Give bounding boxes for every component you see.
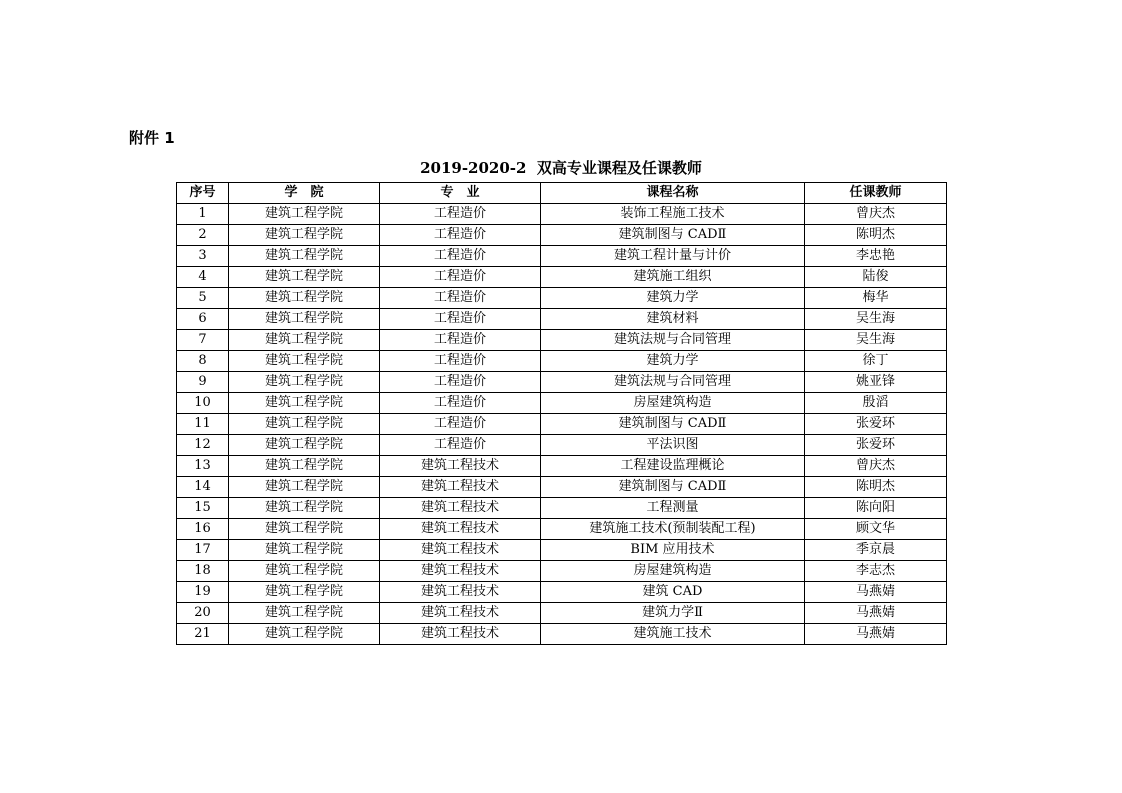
cell-teacher: 李忠艳 bbox=[805, 246, 947, 267]
cell-course-name: 建筑法规与合同管理 bbox=[541, 330, 805, 351]
cell-course-name: 建筑制图与 CADⅡ bbox=[541, 414, 805, 435]
header-college: 学 院 bbox=[229, 183, 380, 204]
cell-course-name: 装饰工程施工技术 bbox=[541, 204, 805, 225]
cell-serial-number: 2 bbox=[177, 225, 229, 246]
cell-course-name: 建筑法规与合同管理 bbox=[541, 372, 805, 393]
table-body bbox=[177, 204, 947, 645]
table-row bbox=[177, 519, 947, 540]
cell-major: 工程造价 bbox=[380, 393, 541, 414]
cell-teacher: 梅华 bbox=[805, 288, 947, 309]
cell-teacher: 曾庆杰 bbox=[805, 204, 947, 225]
cell-serial-number: 17 bbox=[177, 540, 229, 561]
cell-serial-number: 7 bbox=[177, 330, 229, 351]
header-course-name: 课程名称 bbox=[541, 183, 805, 204]
document-title: 2019-2020-2 双高专业课程及任课教师 bbox=[420, 159, 702, 177]
cell-teacher: 李志杰 bbox=[805, 561, 947, 582]
cell-college: 建筑工程学院 bbox=[229, 561, 380, 582]
cell-major: 工程造价 bbox=[380, 204, 541, 225]
cell-teacher: 陈明杰 bbox=[805, 477, 947, 498]
cell-serial-number: 8 bbox=[177, 351, 229, 372]
table-row bbox=[177, 498, 947, 519]
cell-major: 工程造价 bbox=[380, 246, 541, 267]
table-row bbox=[177, 624, 947, 645]
cell-course-name: 建筑 CAD bbox=[541, 582, 805, 603]
cell-major: 工程造价 bbox=[380, 288, 541, 309]
cell-college: 建筑工程学院 bbox=[229, 540, 380, 561]
cell-serial-number: 20 bbox=[177, 603, 229, 624]
cell-serial-number: 13 bbox=[177, 456, 229, 477]
cell-college: 建筑工程学院 bbox=[229, 393, 380, 414]
cell-teacher: 曾庆杰 bbox=[805, 456, 947, 477]
cell-college: 建筑工程学院 bbox=[229, 477, 380, 498]
cell-college: 建筑工程学院 bbox=[229, 246, 380, 267]
cell-major: 建筑工程技术 bbox=[380, 456, 541, 477]
cell-serial-number: 11 bbox=[177, 414, 229, 435]
course-teacher-table bbox=[176, 182, 947, 645]
cell-major: 建筑工程技术 bbox=[380, 498, 541, 519]
cell-serial-number: 19 bbox=[177, 582, 229, 603]
header-serial-number: 序号 bbox=[177, 183, 229, 204]
cell-serial-number: 4 bbox=[177, 267, 229, 288]
table-row bbox=[177, 414, 947, 435]
table-row bbox=[177, 309, 947, 330]
table-row bbox=[177, 582, 947, 603]
cell-serial-number: 21 bbox=[177, 624, 229, 645]
cell-teacher: 马燕婧 bbox=[805, 582, 947, 603]
cell-college: 建筑工程学院 bbox=[229, 288, 380, 309]
cell-college: 建筑工程学院 bbox=[229, 225, 380, 246]
cell-serial-number: 6 bbox=[177, 309, 229, 330]
cell-teacher: 张爱环 bbox=[805, 435, 947, 456]
cell-major: 建筑工程技术 bbox=[380, 582, 541, 603]
cell-course-name: 工程建设监理概论 bbox=[541, 456, 805, 477]
cell-teacher: 陆俊 bbox=[805, 267, 947, 288]
cell-college: 建筑工程学院 bbox=[229, 351, 380, 372]
cell-major: 工程造价 bbox=[380, 351, 541, 372]
cell-teacher: 姚亚锋 bbox=[805, 372, 947, 393]
cell-serial-number: 18 bbox=[177, 561, 229, 582]
cell-course-name: 建筑制图与 CADⅡ bbox=[541, 225, 805, 246]
cell-college: 建筑工程学院 bbox=[229, 267, 380, 288]
cell-major: 工程造价 bbox=[380, 309, 541, 330]
table-row bbox=[177, 435, 947, 456]
cell-college: 建筑工程学院 bbox=[229, 330, 380, 351]
table-header bbox=[177, 183, 947, 204]
cell-teacher: 季京晨 bbox=[805, 540, 947, 561]
table-row bbox=[177, 561, 947, 582]
cell-major: 建筑工程技术 bbox=[380, 519, 541, 540]
cell-college: 建筑工程学院 bbox=[229, 603, 380, 624]
table-row bbox=[177, 204, 947, 225]
cell-major: 建筑工程技术 bbox=[380, 477, 541, 498]
cell-teacher: 张爱环 bbox=[805, 414, 947, 435]
cell-major: 建筑工程技术 bbox=[380, 624, 541, 645]
cell-course-name: 建筑施工技术(预制装配工程) bbox=[541, 519, 805, 540]
table-row bbox=[177, 603, 947, 624]
cell-course-name: 建筑制图与 CADⅡ bbox=[541, 477, 805, 498]
cell-college: 建筑工程学院 bbox=[229, 372, 380, 393]
cell-major: 建筑工程技术 bbox=[380, 603, 541, 624]
cell-major: 工程造价 bbox=[380, 267, 541, 288]
cell-course-name: 建筑工程计量与计价 bbox=[541, 246, 805, 267]
cell-serial-number: 16 bbox=[177, 519, 229, 540]
cell-college: 建筑工程学院 bbox=[229, 582, 380, 603]
cell-major: 建筑工程技术 bbox=[380, 561, 541, 582]
cell-course-name: 房屋建筑构造 bbox=[541, 393, 805, 414]
cell-teacher: 顾文华 bbox=[805, 519, 947, 540]
cell-college: 建筑工程学院 bbox=[229, 624, 380, 645]
cell-college: 建筑工程学院 bbox=[229, 435, 380, 456]
cell-teacher: 吴生海 bbox=[805, 330, 947, 351]
table-row bbox=[177, 351, 947, 372]
cell-major: 工程造价 bbox=[380, 372, 541, 393]
cell-course-name: BIM 应用技术 bbox=[541, 540, 805, 561]
cell-serial-number: 3 bbox=[177, 246, 229, 267]
cell-course-name: 建筑力学 bbox=[541, 351, 805, 372]
cell-serial-number: 9 bbox=[177, 372, 229, 393]
table-row bbox=[177, 393, 947, 414]
cell-teacher: 陈向阳 bbox=[805, 498, 947, 519]
cell-course-name: 建筑施工组织 bbox=[541, 267, 805, 288]
cell-college: 建筑工程学院 bbox=[229, 204, 380, 225]
cell-major: 工程造价 bbox=[380, 330, 541, 351]
cell-course-name: 工程测量 bbox=[541, 498, 805, 519]
cell-college: 建筑工程学院 bbox=[229, 519, 380, 540]
cell-college: 建筑工程学院 bbox=[229, 309, 380, 330]
cell-teacher: 马燕婧 bbox=[805, 624, 947, 645]
table-row bbox=[177, 330, 947, 351]
cell-teacher: 吴生海 bbox=[805, 309, 947, 330]
table-row bbox=[177, 477, 947, 498]
cell-course-name: 建筑材料 bbox=[541, 309, 805, 330]
cell-major: 工程造价 bbox=[380, 225, 541, 246]
cell-college: 建筑工程学院 bbox=[229, 414, 380, 435]
attachment-label: 附件 1 bbox=[129, 129, 175, 147]
cell-major: 建筑工程技术 bbox=[380, 540, 541, 561]
table-row bbox=[177, 288, 947, 309]
cell-serial-number: 12 bbox=[177, 435, 229, 456]
cell-teacher: 马燕婧 bbox=[805, 603, 947, 624]
cell-teacher: 殷滔 bbox=[805, 393, 947, 414]
cell-serial-number: 1 bbox=[177, 204, 229, 225]
cell-course-name: 建筑力学 bbox=[541, 288, 805, 309]
cell-teacher: 陈明杰 bbox=[805, 225, 947, 246]
cell-major: 工程造价 bbox=[380, 414, 541, 435]
table-row bbox=[177, 267, 947, 288]
cell-major: 工程造价 bbox=[380, 435, 541, 456]
cell-serial-number: 14 bbox=[177, 477, 229, 498]
table-row bbox=[177, 540, 947, 561]
cell-course-name: 房屋建筑构造 bbox=[541, 561, 805, 582]
cell-college: 建筑工程学院 bbox=[229, 498, 380, 519]
cell-course-name: 建筑力学Ⅱ bbox=[541, 603, 805, 624]
cell-course-name: 平法识图 bbox=[541, 435, 805, 456]
cell-college: 建筑工程学院 bbox=[229, 456, 380, 477]
table-row bbox=[177, 246, 947, 267]
table-row bbox=[177, 456, 947, 477]
cell-serial-number: 5 bbox=[177, 288, 229, 309]
table-row bbox=[177, 372, 947, 393]
header-teacher: 任课教师 bbox=[805, 183, 947, 204]
cell-serial-number: 10 bbox=[177, 393, 229, 414]
cell-teacher: 徐丁 bbox=[805, 351, 947, 372]
cell-serial-number: 15 bbox=[177, 498, 229, 519]
header-row bbox=[177, 183, 947, 204]
cell-course-name: 建筑施工技术 bbox=[541, 624, 805, 645]
header-major: 专 业 bbox=[380, 183, 541, 204]
table-row bbox=[177, 225, 947, 246]
